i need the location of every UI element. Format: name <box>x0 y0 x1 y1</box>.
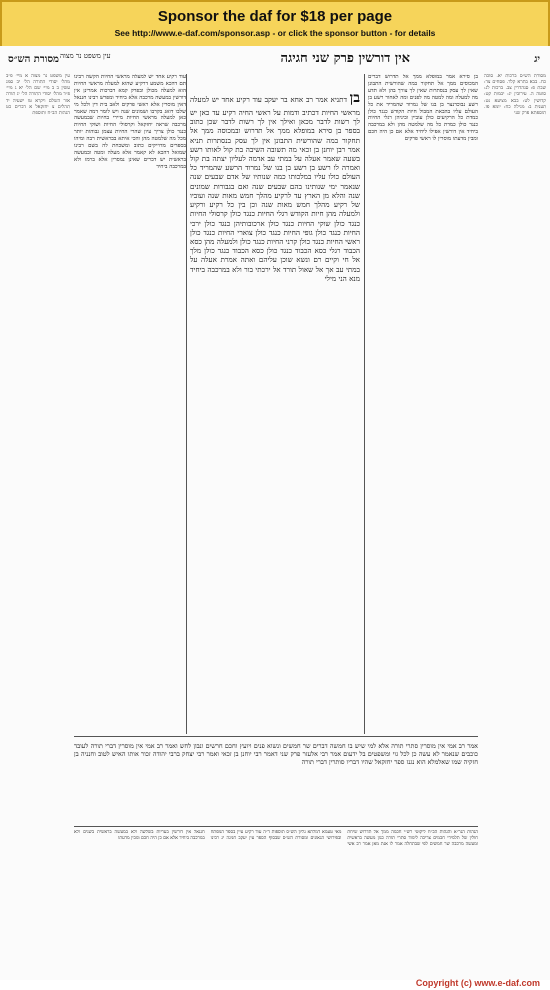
gemara-text: דתניא אמר רב אחא בר יעקב עוד רקיע אחד יש למעלה מראשי החיות דכתיב ודמות על ראשי החיה רקיע עד כאן יש לך רשות לדבר מכאן ואילך אין לך רשות לדבר שכן כתוב בספר בן סירא במופלא ממך אל תדרוש ובמכוסה ממך אל תחקור במה שהורשית התבונן אין לך עסק בנסתרות תניא אמר רבן יוחנן בן זכאי מה תשובה השיבה בת קול לאותו רשע בשעה שאמר אעלה על במתי עב אדמה לעליון יצתה בת קול ואמרה לו רשע בן רשע בן בנו של נמרוד הרשע שהמריד כל העולם כולו עליו במלכותו כמה שנותיו של אדם שבעים שנה שנאמר ימי שנותינו בהם שבעים שנה ואם בגבורות שמונים שנה והלא מן הארץ עד לרקיע מהלך חמש מאות שנה ועוביו של רקיע מהלך חמש מאות שנה וכן בין כל רקיע ורקיע ולמעלה מהן חיות הקודש רגלי החיות כנגד כולן קרסולי החיות כנגד כולן שוקי החיות כנגד כולן ארכובותיהן כנגד כולן ירכי החיות כנגד כולן גופי החיות כנגד כולן צוארי החיות כנגד כולן ראשי החיות כנגד כולן קרני החיות כנגד כולן ולמעלה מהן כסא הכבוד רגלי כסא הכבוד כנגד כולן כסא הכבוד כנגד כולן מלך אל חי וקיים רם ונשא שוכן עליהם ואתה אמרת אעלה על במתי עב אך אל שאול תורד אל ירכתי בור ולא במרכבה ביחיד מנא הני מילי <box>190 95 360 283</box>
gemara-column <box>190 90 360 730</box>
page-header <box>0 50 550 70</box>
sponsor-banner-subtitle[interactable] <box>2 28 548 38</box>
sponsor-link[interactable]: See http://www.e-daf.com/sponsor.asp - or click the sponsor button - for details <box>114 28 436 38</box>
left-margin-notes <box>6 74 70 924</box>
gemara-continuation <box>74 742 478 822</box>
daf-label: עין משפט נר מצוה <box>60 52 111 60</box>
column-divider <box>186 74 187 734</box>
bottom-notes-text: הגהות הגר״א והגהות הב״ח ליקוטי רש״י חכמה ממך אל תדרוש שיחת חולין של תלמידי חכמים צריכה לימוד סתרי תורה כגון מעשה בראשית ומעשה מרכבה שר חמשים לפי שבתחלה אמר לו אנת מאן אמר רב אשי מאי טעמא דמלתא גליון הש״ס תוספות ד״ה עוד רקיע עיין בספר המפתח ובפירושי הגאונים ומסורת הש״ס שבסוף הספר עין יעקב חגיגה יג רבינו חננאל אין דורשין בעריות בשלשה ולא במעשה בראשית בשנים ולא במרכבה ביחיד אלא אם כן היה חכם ומבין מדעתו <box>74 830 478 847</box>
rashi-text: בן סירא אמר במופלא ממך אל תדרוש דברים המכוסים ממך אל תחקור במה שהורשית התבונן שאין לך עסק בנסתרות שאין לך צורך בהן ולא תדע מה למעלה ומה למטה מה לפנים ומה לאחור רשע בן רשע נבוכדנצר בן בנו של נמרוד שהמריד את כל העולם עליו בהבאת המבול חיות הקודש כנגד כולן כמדת כל הרקיעים כולן עוביין וביניהן רגלי החיות כנגד כולן כמדת כל מה שלמטה מהן ולא במרכבה ביחיד אין דורשין אפילו ליחיד אלא אם כן היה חכם ומבין מדעתו מוסרין לו ראשי פרקים <box>368 74 478 143</box>
column-divider <box>364 74 365 734</box>
masoret-label: מסורת הש״ס <box>8 54 59 65</box>
gemara-continuation-text: אמר רב אמי אין מוסרין סתרי תורה אלא למי שיש בו חמשה דברים שר חמשים ונשוא פנים ויועץ וחכם חרשים ונבון לחש ואמר רב אמי אין מוסרין דברי תורה לעובד כוכבים שנאמר לא עשה כן לכל גוי ומשפטים בל ידעום אמר רבי אלעזר פרק שני דאמר רבי יוחנן בן זכאי ואמר רבי יצחק ברבי יהודה זכור אותו האיש לטוב וחנניה בן חזקיה שמו שאלמלא הוא נגנז ספר יחזקאל שהיו דבריו סותרין דברי תורה <box>74 742 478 767</box>
page-number: יג <box>534 54 540 65</box>
copyright-notice[interactable]: Copyright (c) www.e-daf.com <box>415 978 540 988</box>
rashi-column <box>368 74 478 744</box>
ein-mishpat-text: עין משפט נר מצוה א מיי׳ פ״ב מהל׳ יסודי התורה הל׳ יב סמג עשין ב ב מיי׳ שם הל׳ יא ג מיי׳ פ״ד מהל׳ יסודי התורה הל׳ יג תורה אור השלם ויקרא טז ישעיה יד תהלים צ יחזקאל א דברים כט הגהות הב״ח ותוספת <box>6 74 70 116</box>
right-margin-notes <box>484 74 546 924</box>
bottom-notes <box>74 830 478 962</box>
tosafot-text: עוד רקיע אחד יש למעלה מראשי החיות הקשה רבינו תם דהכא משמע דרקיע שהוא למעלה מראשי החיות הוא למעלה מכולן ובפרק קמא דברכות אמרינן אין דורשין במעשה מרכבה אלא ביחיד ומפרש רבינו חננאל דאין מוסרין אלא ראשי פרקים ולאב בית דין ולכל מי שלבו דואג בקרבו ושמונים שנה ויש לומר דמה שאמר כאן למעלה מראשי החיות מיירי בחיות שבמעשה מרכבה שראה יחזקאל וקרסולי החיות ושוקי החיות כנגד כולן צריך עיון שהרי החיות עצמן גבוהות יותר מכל מה שלמטה מהן והכי איתא בבראשית רבה ומיהו בספרים מדוייקים כתוב ומשכחת לה בשם רבינו שמואל דהכא לא קאמר אלא מעלה ומטה ובמעשה בראשית יש דברים שאינן נמסרין אלא ברמז ולא במרכבה ביחיד <box>74 74 186 170</box>
tosafot-column <box>74 74 186 764</box>
sponsor-banner-title[interactable]: Sponsor the daf for $18 per page <box>157 8 393 25</box>
talmud-page <box>0 46 550 980</box>
chapter-title: אין דורשין פרק שני חגיגה <box>280 51 410 66</box>
sponsor-banner[interactable] <box>0 0 550 48</box>
opening-word: בן <box>349 90 360 106</box>
masoret-text: מסורת הש״ס ברכות יא. סוכה כח. בבא בתרא קלד. פסחים צד: שבת פ: סנהדרין צב. ברכות לג: סוטה ה. עירובין יג: יבמות קט: קדושין לט: בבא מציעא נט: תענית ב: מגילה כח: יומא פז. תוספתא פרק שני <box>484 74 546 116</box>
section-divider <box>74 826 478 827</box>
